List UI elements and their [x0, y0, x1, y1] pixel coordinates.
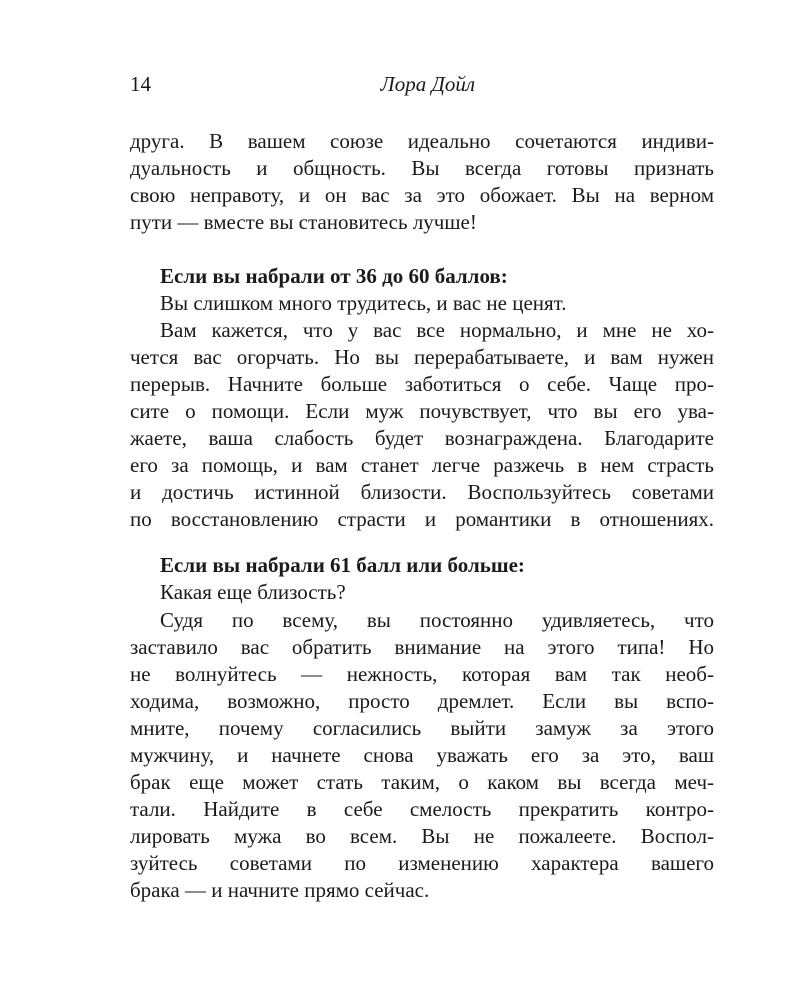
text-line: по восстановлению страсти и романтики в отношениях.	[130, 507, 714, 531]
text-line: перерыв. Начните больше заботиться о себе. Чаще про-	[130, 372, 714, 396]
text-line: брака — и начните прямо сейчас.	[130, 878, 430, 902]
text-line: чется вас огорчать. Но вы перерабатываете, и вам нужен	[130, 345, 714, 369]
section-subtitle: Какая еще близость?	[160, 580, 346, 604]
text-line: Судя по всему, вы постоянно удивляетесь, что	[160, 608, 714, 632]
text-line: друга. В вашем союзе идеально сочетаются индиви-	[130, 129, 714, 153]
text-line: брак еще может стать таким, о каком вы всегда меч-	[130, 770, 714, 794]
text-line: мужчину, и начнете снова уважать его за это, ваш	[130, 743, 714, 767]
text-line: Вам кажется, что у вас все нормально, и мне не хо-	[160, 318, 714, 342]
running-title: Лора Дойл	[380, 72, 475, 96]
text-line: заставило вас обратить внимание на этого типа! Но	[130, 635, 714, 659]
text-line: и достичь истинной близости. Воспользуйтесь советами	[130, 480, 714, 504]
text-line: пути — вместе вы становитесь лучше!	[130, 210, 477, 234]
text-line: сите о помощи. Если муж почувствует, что вы его ува-	[130, 399, 714, 423]
running-header	[130, 72, 475, 102]
text-line: дуальность и общность. Вы всегда готовы признать	[130, 156, 714, 180]
text-line: не волнуйтесь — нежность, которая вам так необ-	[130, 662, 714, 686]
text-line: мните, почему согласились выйти замуж за этого	[130, 716, 714, 740]
text-line: лировать мужа во всем. Вы не пожалеете. Воспол-	[130, 824, 714, 848]
section-subtitle: Вы слишком много трудитесь, и вас не ценят.	[160, 291, 567, 315]
text-line: зуйтесь советами по изменению характера вашего	[130, 851, 714, 875]
text-line: ходима, возможно, просто дремлет. Если вы вспо-	[130, 689, 714, 713]
section-heading: Если вы набрали от 36 до 60 баллов:	[160, 264, 508, 288]
text-line: жаете, ваша слабость будет вознаграждена. Благодарите	[130, 426, 714, 450]
text-line: его за помощь, и вам станет легче разжечь в нем страсть	[130, 453, 714, 477]
text-line: свою неправоту, и он вас за это обожает. Вы на верном	[130, 183, 714, 207]
text-line: тали. Найдите в себе смелость прекратить контро-	[130, 797, 714, 821]
page-number: 14	[130, 72, 151, 96]
section-heading: Если вы набрали 61 балл или больше:	[160, 553, 525, 577]
